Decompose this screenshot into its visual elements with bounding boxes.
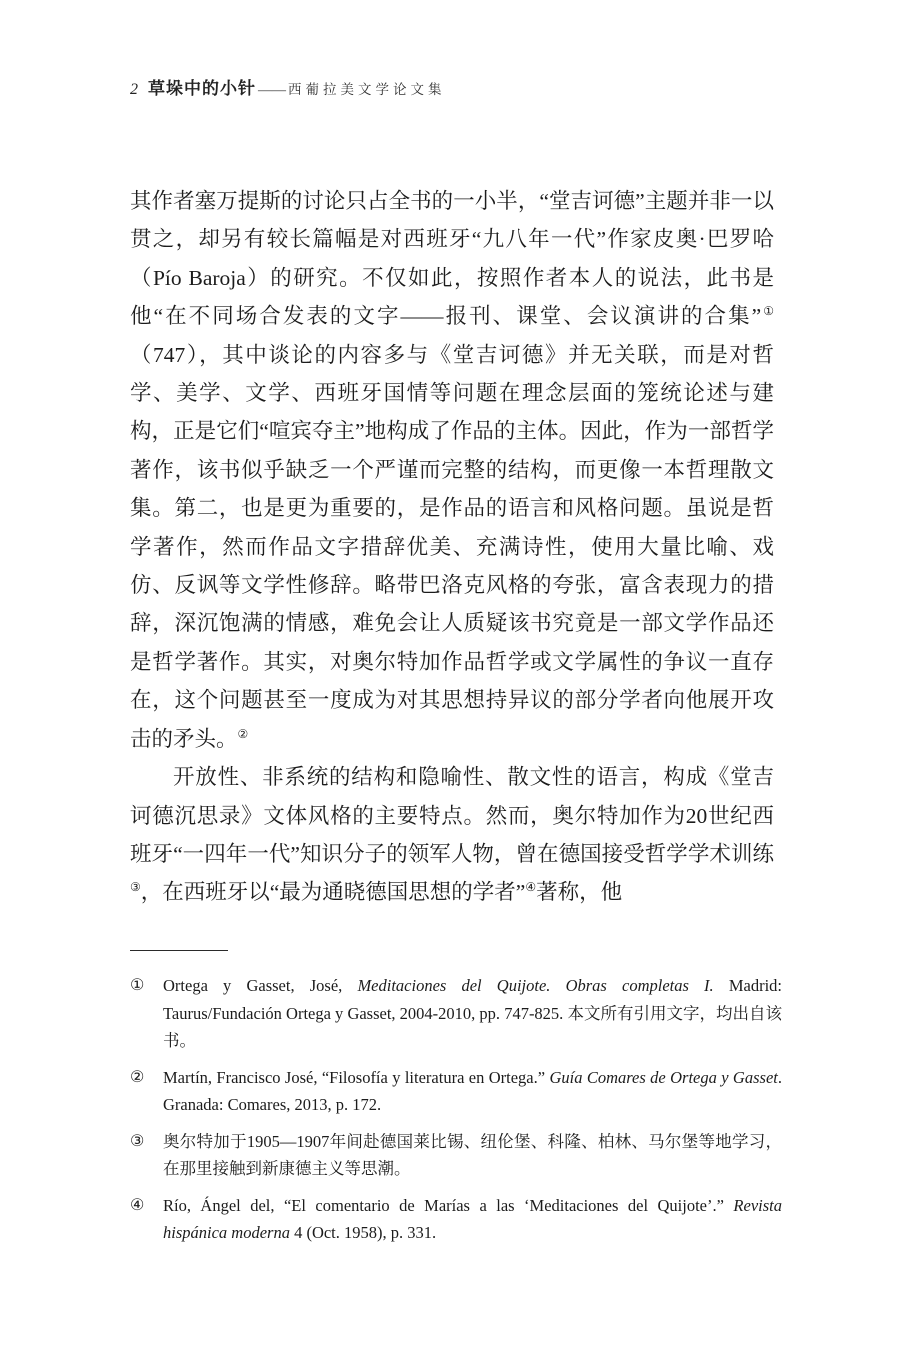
running-header [130,74,778,99]
book-title: 草垛中的小针 [148,79,256,98]
footnote-marker: ④ [130,1196,145,1214]
footnotes-list [130,972,782,1256]
body-paragraph: 其作者塞万提斯的讨论只占全书的一小半，“堂吉诃德”主题并非一以贯之，却另有较长篇幅是对西班牙“九八年一代”作家皮奥·巴罗哈（Pío Baroja）的研究。不仅如此，按照作者本人的说法，此书是他“在不同场合发表的文字——报刊、课堂、会议演讲的合集”①（747），其中谈论的内容多与《堂吉诃德》并无关联，而是对哲学、美学、文学、西班牙国情等问题在理念层面的笼统论述与建构，正是它们“喧宾夺主”地构成了作品的主体。因此，作为一部哲学著作，该书似乎缺乏一个严谨而完整的结构，而更像一本哲理散文集。第二，也是更为重要的，是作品的语言和风格问题。虽说是哲学著作，然而作品文字措辞优美、充满诗性，使用大量比喻、戏仿、反讽等文学性修辞。略带巴洛克风格的夸张，富含表现力的措辞，深沉饱满的情感，难免会让人质疑该书究竟是一部文学作品还是哲学著作。其实，对奥尔特加作品哲学或文学属性的争议一直存在，这个问题甚至一度成为对其思想持异议的部分学者向他展开攻击的矛头。② [130,189,774,751]
footnote-marker: ② [130,1068,145,1086]
footnote-text: 奥尔特加于1905—1907年间赴德国莱比锡、纽伦堡、科隆、柏林、马尔堡等地学习，在那里接触到新康德主义等思潮。 [163,1131,782,1178]
footnote-text: Río, Ángel del, “El comentario de Marías a las ‘Meditaciones del Quijote’.” Revista hispánica moderna 4 (Oct. 1958), p. 331. [163,1195,782,1242]
header-dash: —— [258,83,286,98]
footnote-marker: ① [130,977,145,994]
book-subtitle: 西葡拉美文学论文集 [288,82,446,97]
footnote-item [130,1064,782,1119]
footnote-item [130,1192,782,1247]
page-number: 2 [130,81,138,98]
footnote-text: Martín, Francisco José, “Filosofía y literatura en Ortega.” Guía Comares de Ortega y Gasset. Granada: Comares, 2013, p. 172. [163,1067,782,1114]
body-paragraph: 开放性、非系统的结构和隐喻性、散文性的语言，构成《堂吉诃德沉思录》文体风格的主要特点。然而，奥尔特加作为20世纪西班牙“一四年一代”知识分子的领军人物，曾在德国接受哲学学术训练③，在西班牙以“最为通晓德国思想的学者”④著称，他 [130,765,774,905]
footnote-item [130,1128,782,1183]
footnote-text: Ortega y Gasset, José, Meditaciones del Quijote. Obras completas I. Madrid: Taurus/Fundación Ortega y Gasset, 2004-2010, pp. 747-825. 本文所有引用文字，均出自该书。 [163,976,782,1050]
body-text [130,182,774,912]
footnote-separator [130,950,228,951]
footnote-marker: ③ [130,1132,145,1150]
footnote-item [130,972,782,1055]
